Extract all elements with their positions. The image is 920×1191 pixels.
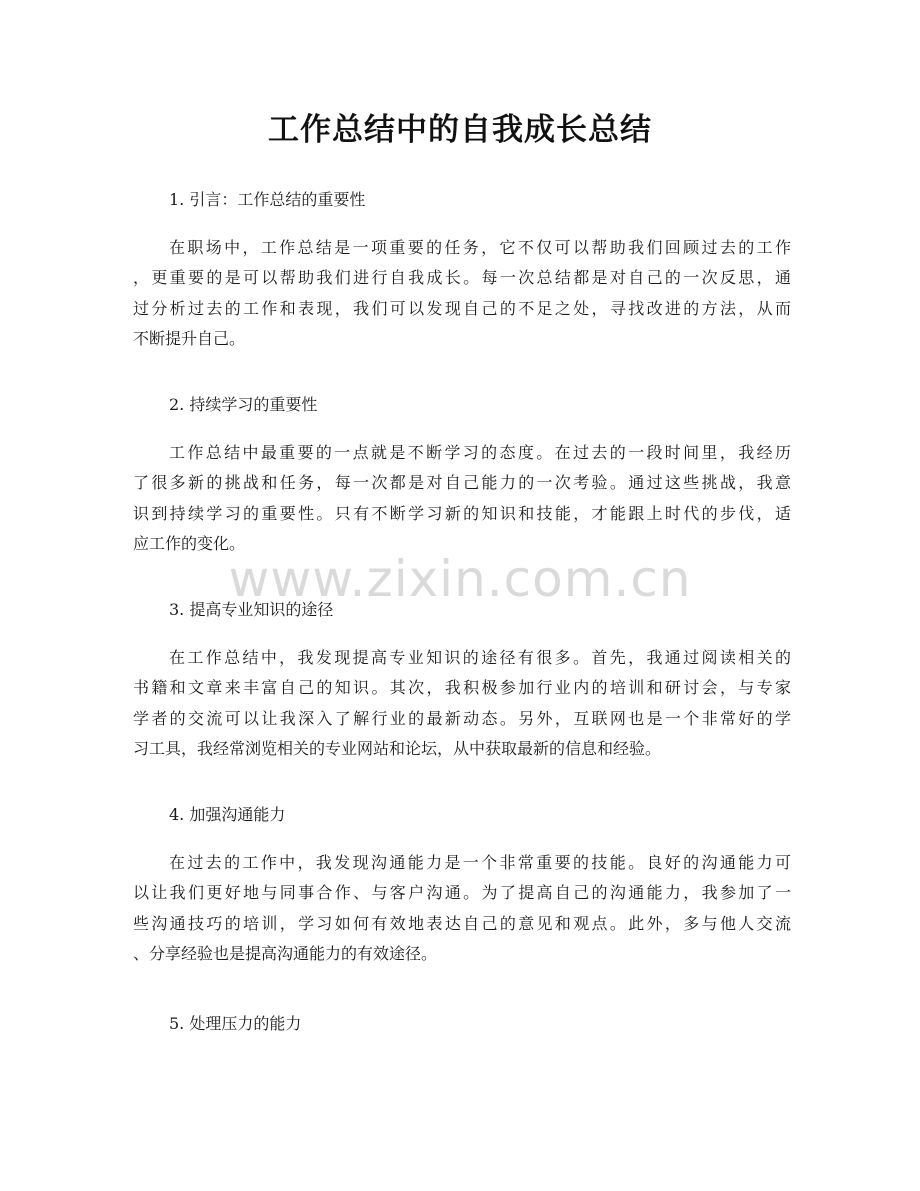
paragraph-line: 了很多新的挑战和任务，每一次都是对自己能力的一次考验。通过这些挑战，我意 [133,473,791,493]
paragraph-line: 应工作的变化。 [133,534,246,554]
section-heading-2: 2. 持续学习的重要性 [169,395,318,414]
paragraph-line: 学者的交流可以让我深入了解行业的最新动态。另外，互联网也是一个非常好的学 [133,708,791,728]
paragraph-line: 识到持续学习的重要性。只有不断学习新的知识和技能，才能跟上时代的步伐，适 [133,503,791,523]
paragraph-line: 在工作总结中，我发现提高专业知识的途径有很多。首先，我通过阅读相关的 [169,648,791,667]
section-paragraph-4 [133,848,791,970]
paragraph-line: 在过去的工作中，我发现沟通能力是一个非常重要的技能。良好的沟通能力可 [169,853,791,872]
document-title: 工作总结中的自我成长总结 [268,112,652,148]
paragraph-line: 习工具，我经常浏览相关的专业网站和论坛，从中获取最新的信息和经验。 [133,739,662,759]
paragraph-line: 工作总结中最重要的一点就是不断学习的态度。在过去的一段时间里，我经历 [169,443,791,462]
watermark: www.zixin.com.cn [228,550,692,608]
section-heading-4: 4. 加强沟通能力 [169,805,286,824]
paragraph-line: 、分享经验也是提高沟通能力的有效途径。 [133,944,438,964]
section-heading-5: 5. 处理压力的能力 [169,1014,302,1033]
paragraph-line: 书籍和文章来丰富自己的知识。其次，我积极参加行业内的培训和研讨会，与专家 [133,678,791,698]
paragraph-line: 以让我们更好地与同事合作、与客户沟通。为了提高自己的沟通能力，我参加了一 [133,883,791,903]
section-paragraph-1 [133,233,791,355]
paragraph-line: 不断提升自己。 [133,329,246,349]
section-heading-3: 3. 提高专业知识的途径 [169,600,334,619]
paragraph-line: ，更重要的是可以帮助我们进行自我成长。每一次总结都是对自己的一次反思，通 [133,268,791,288]
paragraph-line: 些沟通技巧的培训，学习如何有效地表达自己的意见和观点。此外，多与他人交流 [133,913,791,933]
paragraph-line: 过分析过去的工作和表现，我们可以发现自己的不足之处，寻找改进的方法，从而 [133,298,791,318]
section-heading-1: 1. 引言：工作总结的重要性 [169,190,366,209]
paragraph-line: 在职场中，工作总结是一项重要的任务，它不仅可以帮助我们回顾过去的工作 [169,238,791,257]
section-paragraph-3 [133,643,791,765]
section-paragraph-2 [133,438,791,560]
